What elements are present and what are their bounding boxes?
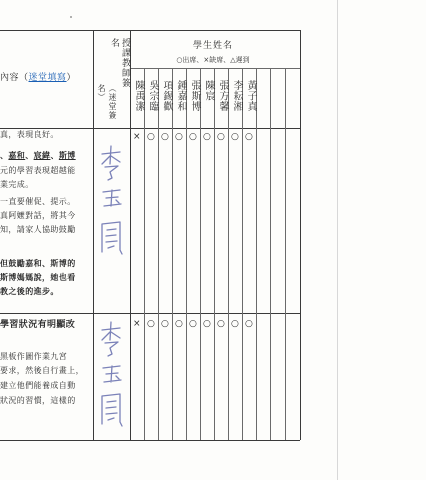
attendance-mark: × — [133, 319, 141, 329]
attendance-mark: ○ — [217, 319, 225, 329]
attendance-mark: ○ — [245, 319, 253, 329]
header-bottom-border — [0, 128, 300, 129]
attendance-mark: ○ — [147, 319, 155, 329]
student-name: 鍾嘉和 — [175, 80, 186, 112]
student-col-sep — [144, 68, 145, 440]
col-border-content — [93, 30, 94, 440]
attendance-mark: ○ — [175, 319, 183, 329]
row1-line: 斯博媽媽說，她也看 — [0, 272, 76, 282]
student-col-sep — [200, 68, 201, 440]
student-name: 陳宸 — [203, 80, 214, 101]
student-name: 張方馨 — [217, 80, 228, 112]
scan-speck — [70, 16, 72, 18]
row1-line: 元的學習表現超越能 — [0, 166, 76, 175]
students-title: 學生姓名 — [192, 41, 233, 51]
content-header-suffix: ） — [66, 73, 77, 83]
row1-line: 真，表現良好。 — [0, 130, 59, 139]
student-name: 陳禹潔 — [133, 80, 144, 112]
attendance-mark: ○ — [189, 319, 197, 329]
attendance-mark: ○ — [231, 319, 239, 329]
row2-line: 學習狀況有明顯改 — [0, 320, 76, 330]
teacher-column-header: 授課教師簽名 — [109, 38, 130, 88]
row1-line: 教之後的進步。 — [0, 286, 59, 296]
student-col-sep — [186, 68, 187, 440]
attendance-mark: ○ — [217, 132, 225, 142]
teacher-signature — [96, 320, 128, 430]
student-name: 吳宗臨 — [147, 80, 158, 112]
scan-edge — [337, 0, 338, 480]
attendance-mark: ○ — [189, 132, 197, 142]
student-name: 張斯博 — [189, 80, 200, 112]
teacher-signature — [96, 140, 128, 260]
table-right-border — [300, 30, 301, 440]
names-header-divider — [130, 68, 300, 69]
content-column-header — [0, 70, 76, 83]
student-name: 李耘湘 — [231, 80, 242, 112]
row1-line: 但鼓勵嘉和、斯博的 — [0, 258, 76, 268]
row2-line: 黑板作圖作業九宮 — [0, 352, 68, 361]
attendance-legend: ○出席、×缺席、△遲到 — [176, 56, 250, 64]
row2-line: 建立他們能養成自動 — [0, 381, 76, 390]
student-name: 黃子真 — [245, 80, 256, 112]
row2-line: 狀況的習慣，這樣的 — [0, 396, 76, 405]
attendance-mark: ○ — [161, 132, 169, 142]
table-top-border — [0, 30, 300, 31]
attendance-mark: × — [133, 132, 141, 142]
attendance-mark: ○ — [161, 319, 169, 329]
attendance-mark: ○ — [203, 319, 211, 329]
attendance-mark: ○ — [231, 132, 239, 142]
student-col-sep — [285, 68, 286, 440]
student-col-sep — [242, 68, 243, 440]
attendance-mark: ○ — [175, 132, 183, 142]
table-bottom-border — [0, 440, 300, 441]
student-col-sep — [270, 68, 271, 440]
row1-line: 業完成。 — [0, 180, 34, 189]
row1-line: 、嘉和、宸緯、斯博 — [0, 150, 76, 160]
student-col-sep — [256, 68, 257, 440]
content-header-prefix: 內容（ — [0, 73, 29, 83]
student-col-sep — [172, 68, 173, 440]
content-header-link[interactable]: 迷堂填寫 — [28, 73, 67, 83]
row1-line: 真阿嬤對話，將其今 — [0, 211, 76, 220]
attendance-mark: ○ — [245, 132, 253, 142]
student-col-sep — [228, 68, 229, 440]
row2-line: 要求，然後自行畫上， — [0, 366, 84, 375]
attendance-mark: ○ — [147, 132, 155, 142]
student-col-sep — [158, 68, 159, 440]
student-name: 項錫歡 — [161, 80, 172, 112]
row1-line: 一直要催促、提示。 — [0, 197, 76, 206]
student-col-sep — [214, 68, 215, 440]
row-divider — [0, 313, 300, 314]
attendance-mark: ○ — [203, 132, 211, 142]
row1-line: 知，請家人協助鼓勵 — [0, 225, 76, 234]
col-border-teacher — [130, 30, 131, 440]
teacher-column-note: （迷堂簽名） — [97, 84, 117, 120]
